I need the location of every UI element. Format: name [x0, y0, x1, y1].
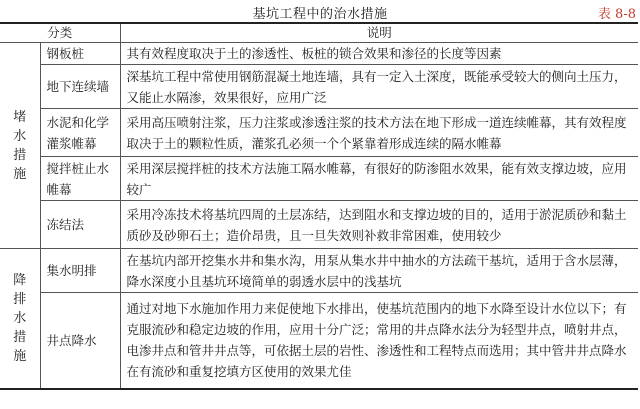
category-char: 水 — [13, 128, 27, 144]
category-char: 措 — [13, 329, 27, 345]
method-name: 井点降水 — [40, 293, 120, 389]
table-row — [0, 293, 638, 389]
method-name: 钢板桩 — [40, 43, 120, 65]
method-description: 在基坑内部开挖集水井和集水沟，用泵从集水井中抽水的方法疏干基坑，适用于含水层薄，降水深度小且基坑环境简单的弱透水层中的浅基坑 — [120, 249, 638, 293]
category-char: 排 — [13, 291, 27, 307]
method-description: 采用深层搅拌桩的技术方法施工隔水帷幕，有很好的防渗阻水效果，能有效支撑边坡，应用较广 — [120, 157, 638, 201]
category-cell-blocking — [0, 43, 40, 249]
method-description: 深基坑工程中常使用钢筋混凝土地连墙，具有一定入土深度，既能承受较大的侧向土压力，又能止水隔渗，效果很好，应用广泛 — [120, 65, 638, 109]
header-category: 分类 — [0, 23, 120, 43]
category-char: 施 — [13, 166, 27, 182]
table-row — [0, 249, 638, 293]
water-control-table — [0, 22, 638, 390]
category-char: 施 — [13, 348, 27, 364]
method-description: 采用高压喷射注浆，压力注浆或渗透注浆的技术方法在地下形成一道连续帷幕，其有效程度取决于土的颗粒性质，灌浆孔必须一个个紧靠着形成连续的隔水帷幕 — [120, 109, 638, 157]
category-cell-dewatering — [0, 249, 40, 389]
method-name: 水泥和化学灌浆帷幕 — [40, 109, 120, 157]
table-number: 表 8-8 — [597, 7, 636, 22]
table-row — [0, 157, 638, 201]
method-name: 地下连续墙 — [40, 65, 120, 109]
category-char: 措 — [13, 147, 27, 163]
category-char: 堵 — [13, 109, 27, 125]
table-title: 基坑工程中的治水措施 — [252, 7, 388, 22]
table-row — [0, 201, 638, 249]
category-char: 降 — [13, 272, 27, 288]
method-name: 搅拌桩止水帷幕 — [40, 157, 120, 201]
method-name: 集水明排 — [40, 249, 120, 293]
category-char: 水 — [13, 310, 27, 326]
method-description: 通过对地下水施加作用力来促使地下水排出，使基坑范围内的地下水降至设计水位以下；有克服流砂和稳定边坡的作用，应用十分广泛；常用的井点降水法分为轻型井点，喷射井点，电渗井点和管井井点等，可依据土层的岩性、渗透性和工程特点而选用；其中管井井点降水在有流砂和重复挖填方区使用的效果尤佳 — [120, 293, 638, 389]
method-description: 其有效程度取决于土的渗透性、板桩的锁合效果和渗径的长度等因素 — [120, 43, 638, 65]
table-row — [0, 65, 638, 109]
table-row — [0, 43, 638, 65]
table-caption — [0, 0, 640, 22]
method-name: 冻结法 — [40, 201, 120, 249]
table-row — [0, 109, 638, 157]
header-row — [0, 23, 638, 43]
method-description: 采用冷冻技术将基坑四周的土层冻结，达到阻水和支撑边坡的目的，适用于淤泥质砂和黏土质砂及砂卵石土；造价昂贵，且一旦失效则补救非常困难，使用较少 — [120, 201, 638, 249]
header-description: 说明 — [120, 23, 638, 43]
